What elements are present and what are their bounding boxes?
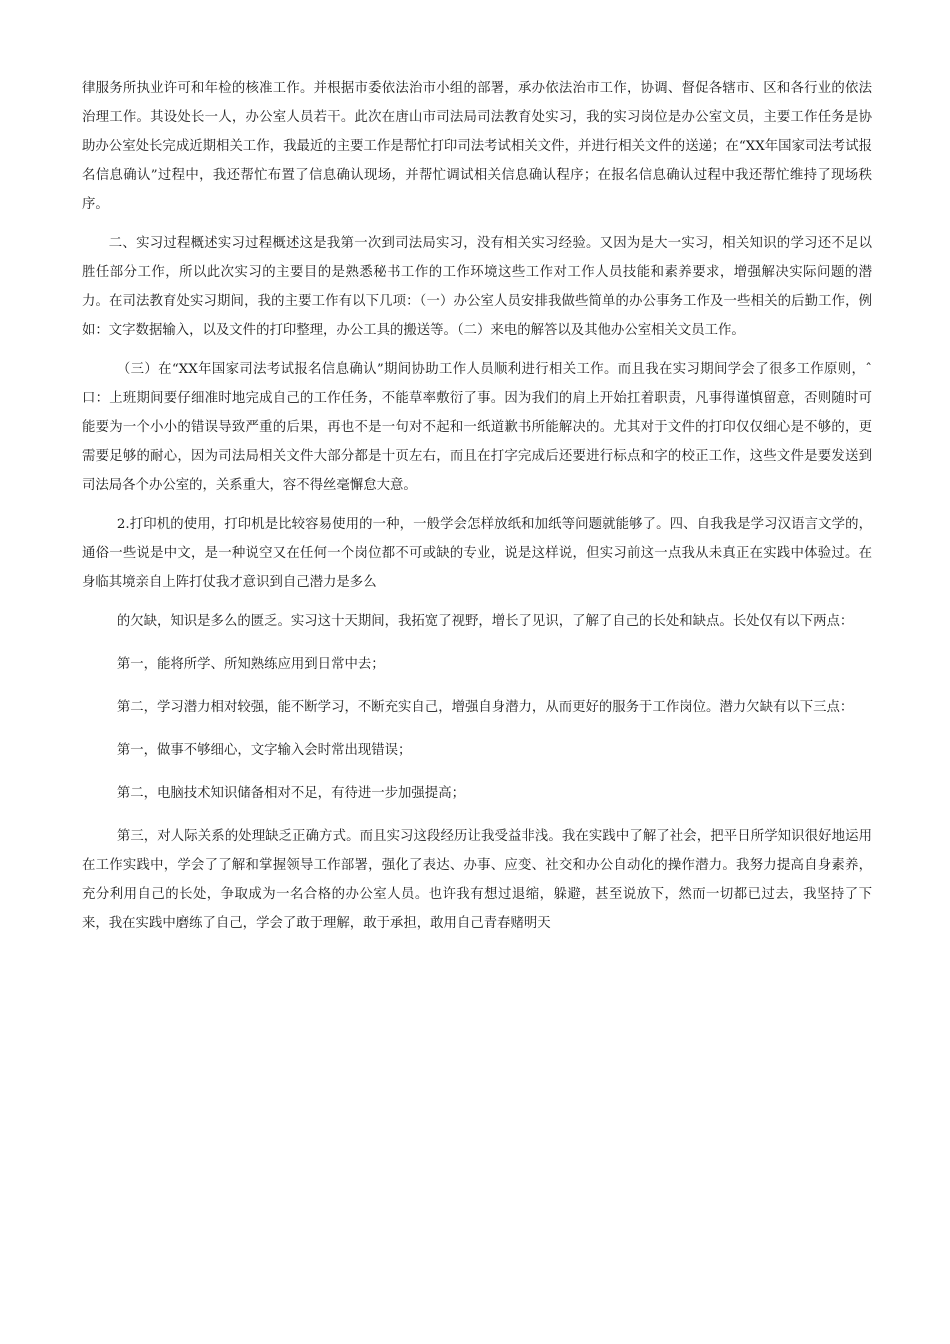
paragraph-conclusion: 第三，对人际关系的处理缺乏正确方式。而且实习这段经历让我受益非浅。我在实践中了解了社会，把平日所学知识很好地运用在工作实践中，学会了了解和掌握领导工作部署，强化了表达、办事、应变、社交和办公自动化的操作潜力。我努力提高自身素养，充分利用自己的长处，争取成为一名合格的办公室人员。也许我有想过退缩，躲避，甚至说放下，然而一切都已过去，我坚持了下来，我在实践中磨练了自己，学会了敢于理解，敢于承担，敢用自己青春赌明天 [82, 829, 872, 931]
list-item-weakness-2: 第二，电脑技术知识储备相对不足，有待进一步加强提高； [116, 786, 465, 801]
paragraph-work-principles: （三）在“XX年国家司法考试报名信息确认”期间协助工作人员顺利进行相关工作。而且我在实习期间学会了很多工作原则，ˆ口：上班期间要仔细准时地完成自己的工作任务，不能草率敷衍了事。因为我们的肩上开始扛着职责，凡事得谨慎留意，否则随时可能要为一个小小的错误导致严重的后果，再也不是一句对不起和一纸道歉书所能解决的。尤其对于文件的打印仅仅细心是不够的，更需要足够的耐心，因为司法局相关文件大部分都是十页左右，而且在打字完成后还要进行标点和字的校正工作，这些文件是要发送到司法局各个办公室的，关系重大，容不得丝毫懈怠大意。 [82, 362, 872, 493]
paragraph-printer-and-self: 2.打印机的使用，打印机是比较容易使用的一种，一般学会怎样放纸和加纸等问题就能够了。四、自我我是学习汉语言文学的，通俗一些说是中文，是一种说空又在任何一个岗位都不可或缺的专业，说是这样说，但实习前这一点我从未真正在实践中体验过。在身临其境亲自上阵打仗我才意识到自己潜力是多么 [82, 517, 872, 590]
list-item-weakness-1: 第一，做事不够细心，文字输入会时常出现错误； [116, 743, 412, 758]
paragraph-internship-overview: 二、实习过程概述实习过程概述这是我第一次到司法局实习，没有相关实习经验。又因为是大一实习，相关知识的学习还不足以胜任部分工作，所以此次实习的主要目的是熟悉秘书工作的工作环境这些工作对工作人员技能和素养要求，增强解决实际问题的潜力。在司法教育处实习期间，我的主要工作有以下几项：（一）办公室人员安排我做些简单的办公事务工作及一些相关的后勤工作，例如：文字数据输入，以及文件的打印整理，办公工具的搬送等。（二）来电的解答以及其他办公室相关文员工作。 [82, 236, 872, 338]
paragraph-strengths-intro: 的欠缺，知识是多么的匮乏。实习这十天期间，我拓宽了视野，增长了见识，了解了自己的长处和缺点。长处仅有以下两点： [116, 614, 854, 629]
paragraph-duties: 律服务所执业许可和年检的核准工作。并根据市委依法治市小组的部署，承办依法治市工作，协调、督促各辖市、区和各行业的依法治理工作。其设处长一人，办公室人员若干。此次在唐山市司法局司法教育处实习，我的实习岗位是办公室文员，主要工作任务是协助办公室处长完成近期相关工作，我最近的主要工作是帮忙打印司法考试相关文件，并进行相关文件的送递；在“XX年国家司法考试报名信息确认”过程中，我还帮忙布置了信息确认现场，并帮忙调试相关信息确认程序；在报名信息确认过程中我还帮忙维持了现场秩序。 [82, 81, 872, 212]
list-item-strength-1: 第一，能将所学、所知熟练应用到日常中去； [116, 657, 385, 672]
document-body [82, 74, 872, 948]
list-item-strength-2: 第二，学习潜力相对较强，能不断学习，不断充实自己，增强自身潜力，从而更好的服务于工作岗位。潜力欠缺有以下三点： [116, 700, 854, 715]
